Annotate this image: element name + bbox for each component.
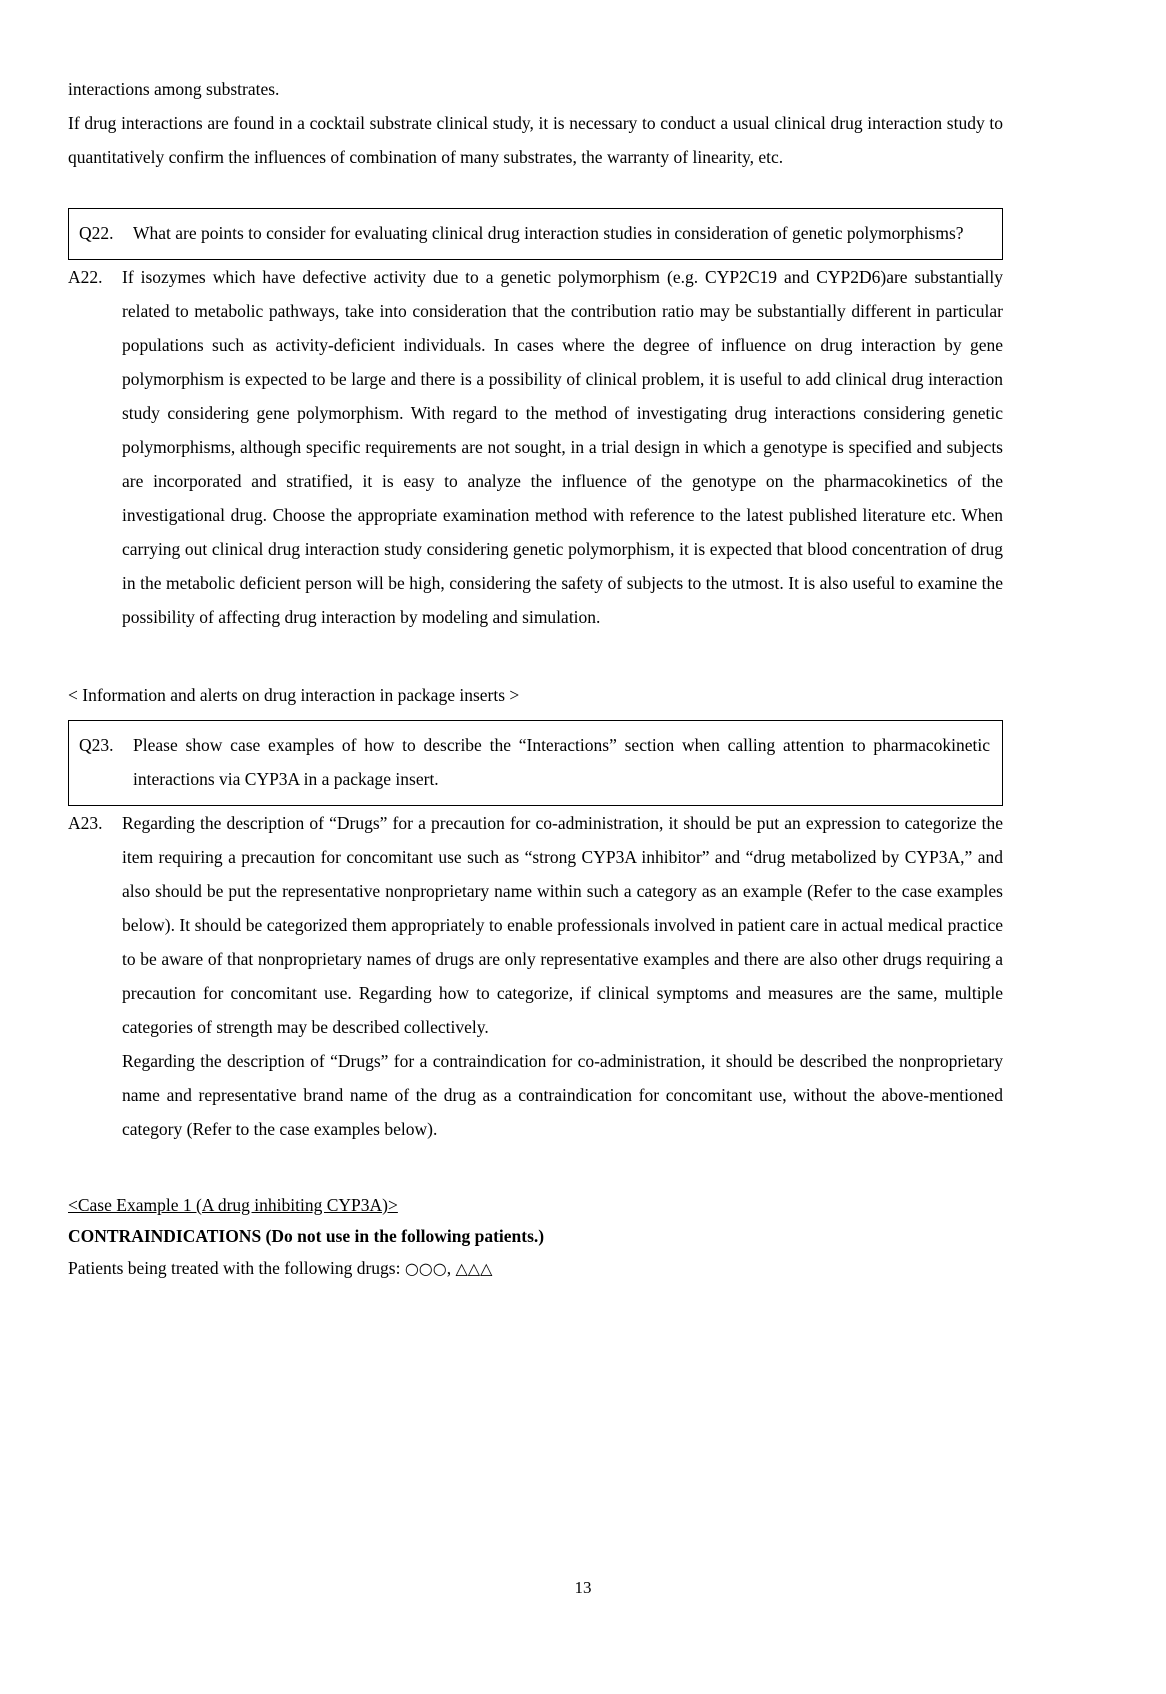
a22-body xyxy=(122,260,1003,634)
intro-continuation-line: interactions among substrates. xyxy=(68,79,280,99)
triangles-placeholder-icon: △△△ xyxy=(455,1259,493,1278)
q22-label: Q22. xyxy=(79,223,114,243)
spacer-before-q23 xyxy=(68,712,1003,720)
answer-block-a23 xyxy=(68,806,1003,1146)
case-example-block xyxy=(68,1190,1003,1285)
patients-treated-line xyxy=(68,1252,1003,1285)
spacer-before-section-header xyxy=(68,634,1003,678)
placeholder-separator: , xyxy=(446,1258,456,1278)
q23-label: Q23. xyxy=(79,735,114,755)
circles-placeholder-icon: ○○○ xyxy=(404,1259,447,1278)
intro-paragraph: If drug interactions are found in a cocktail substrate clinical study, it is necessary to conduct a usual clinical drug interaction study to quantitatively confirm the influences of combination of many substrates, the warranty of linearity, etc. xyxy=(68,113,1003,167)
a22-text: If isozymes which have defective activity due to a genetic polymorphism (e.g. CYP2C19 and CYP2D6)are substantially related to metabolic pathways, take into consideration that the contribution ratio may be substantially different in particular populations such as activity-deficient individuals. In cases where the degree of influence on drug interaction by gene polymorphism is expected to be large and there is a possibility of clinical problem, it is useful to add clinical drug interaction study considering gene polymorphism. With regard to the method of investigating drug interactions considering genetic polymorphisms, although specific requirements are not sought, in a trial design in which a genotype is specified and subjects are incorporated and stratified, it is easy to analyze the influence of the genotype on the pharmacokinetics of the investigational drug. Choose the appropriate examination method with reference to the latest published literature etc. When carrying out clinical drug interaction study considering genetic polymorphism, it is expected that blood concentration of drug in the metabolic deficient person will be high, considering the safety of subjects to the utmost. It is also useful to examine the possibility of affecting drug interaction by modeling and simulation. xyxy=(122,267,1003,627)
answer-block-a22 xyxy=(68,260,1003,634)
section-header-package-inserts: < Information and alerts on drug interaction in package inserts > xyxy=(68,685,520,705)
page-content xyxy=(68,72,1003,1285)
a23-paragraph-2: Regarding the description of “Drugs” for a contraindication for co-administration, it should be described the nonproprietary name and representative brand name of the drug as a contraindication for concomitant use, without the above-mentioned category (Refer to the case examples below). xyxy=(122,1051,1003,1139)
contraindications-title: CONTRAINDICATIONS (Do not use in the following patients.) xyxy=(68,1226,545,1246)
patients-line-prefix: Patients being treated with the following drugs: xyxy=(68,1258,405,1278)
q23-text: Please show case examples of how to describe the “Interactions” section when calling attention to pharmacokinetic interactions via CYP3A in a package insert. xyxy=(133,735,990,789)
a23-paragraph-1: Regarding the description of “Drugs” for a precaution for co-administration, it should be put an expression to categorize the item requiring a precaution for concomitant use such as “strong CYP3A inhibitor” and “drug metabolized by CYP3A,” and also should be put the representative nonproprietary name within such a category as an example (Refer to the case examples below). It should be categorized them appropriately to enable professionals involved in patient care in actual medical practice to be aware of that nonproprietary names of drugs are only representative examples and there are also other drugs requiring a precaution for concomitant use. Regarding how to categorize, if clinical symptoms and measures are the same, multiple categories of strength may be described collectively. xyxy=(122,813,1003,1037)
a23-label: A23. xyxy=(68,813,103,833)
q22-text: What are points to consider for evaluating clinical drug interaction studies in consideration of genetic polymorphisms? xyxy=(133,223,964,243)
spacer-before-case-example xyxy=(68,1146,1003,1190)
case-example-heading: <Case Example 1 (A drug inhibiting CYP3A)> xyxy=(68,1195,398,1215)
question-box-q23 xyxy=(68,720,1003,806)
page-number: 13 xyxy=(574,1578,592,1597)
question-box-q22 xyxy=(68,208,1003,260)
spacer-before-q22 xyxy=(68,174,1003,208)
a23-body xyxy=(122,806,1003,1146)
a22-label: A22. xyxy=(68,267,103,287)
